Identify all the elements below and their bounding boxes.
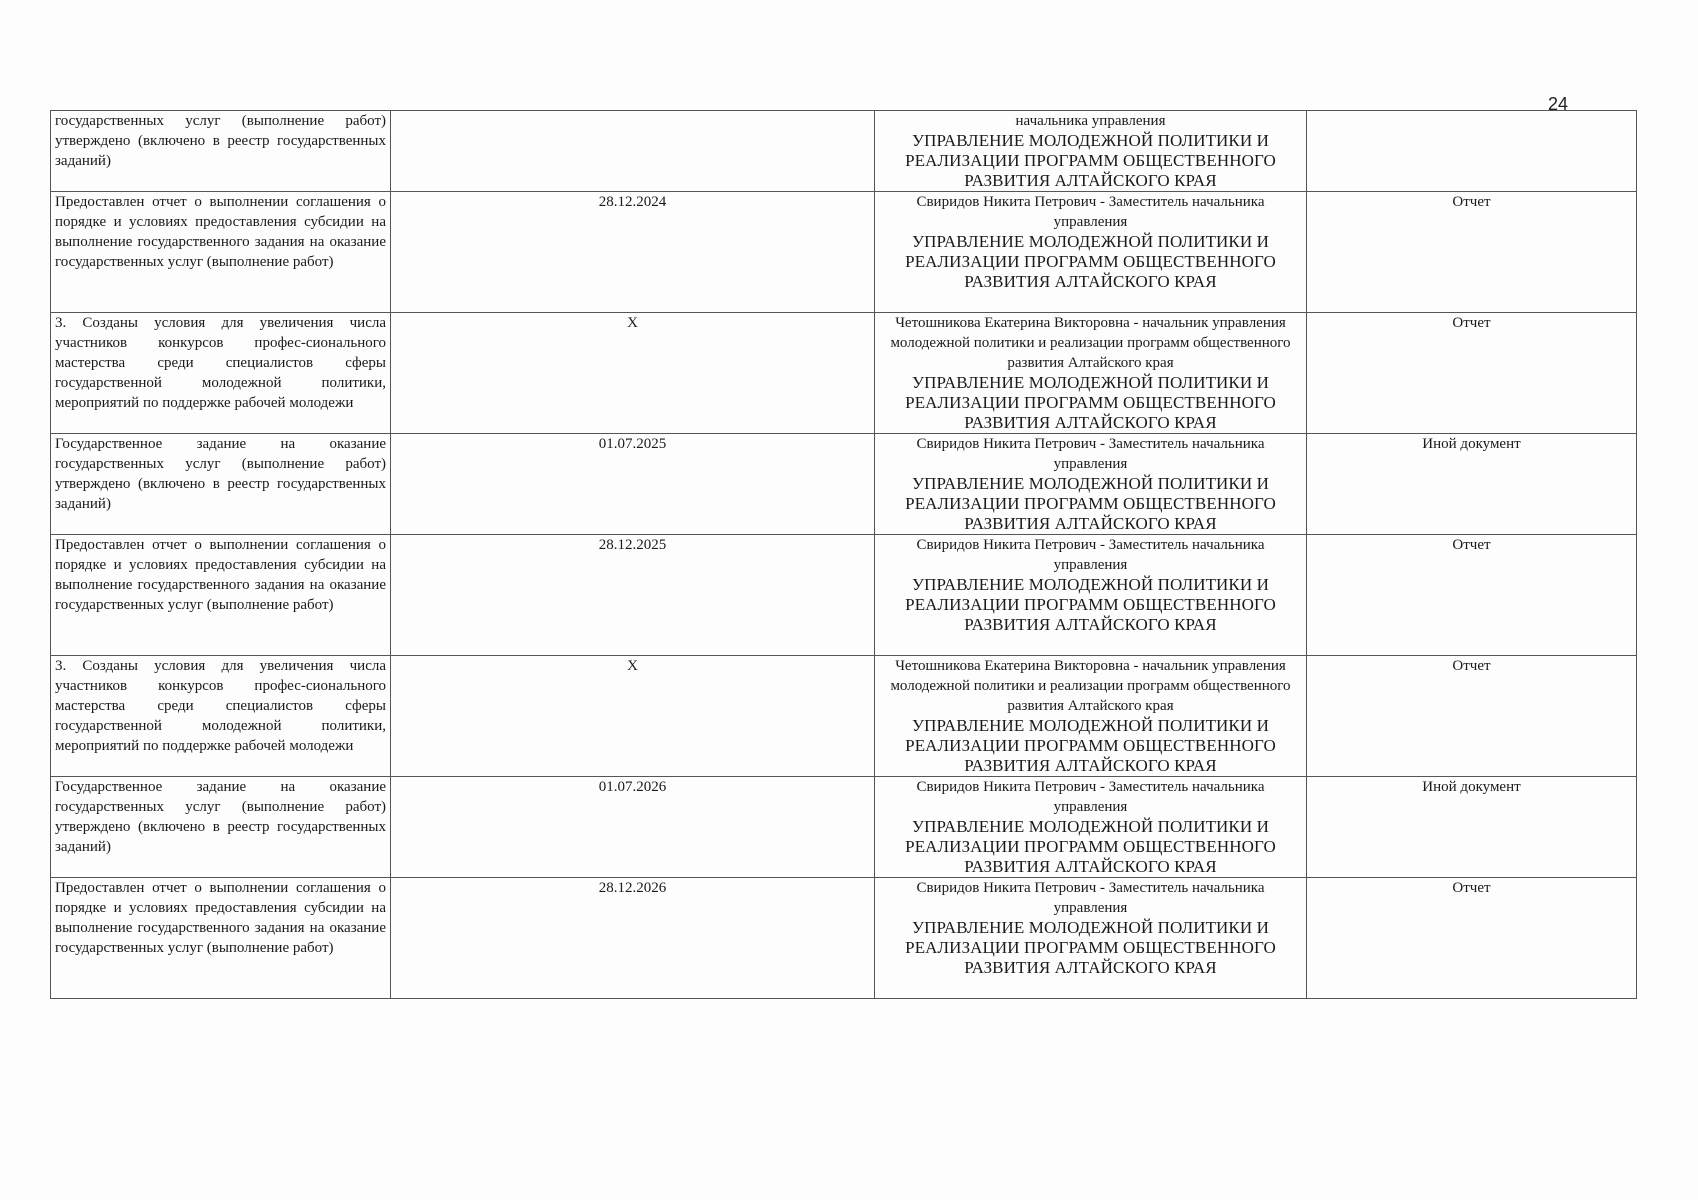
task-cell: Государственное задание на оказание государственных услуг (выполнение работ) утверждено (включено в реестр государственных заданий) [51, 777, 391, 878]
table-row [51, 313, 1637, 434]
responsible-name: Свиридов Никита Петрович - Заместитель начальника управления [916, 537, 1265, 573]
document-cell: Отчет [1307, 313, 1637, 434]
document-cell: Отчет [1307, 656, 1637, 777]
date-cell: 28.12.2026 [391, 878, 875, 999]
date-cell: 28.12.2025 [391, 535, 875, 656]
control-points-table [50, 110, 1637, 999]
table-row [51, 434, 1637, 535]
responsible-cell [875, 777, 1307, 878]
table-row [51, 878, 1637, 999]
responsible-cell [875, 313, 1307, 434]
task-cell: Предоставлен отчет о выполнении соглашения о порядке и условиях предоставления субсидии на выполнение государственного задания на оказание государственных услуг (выполнение работ) [51, 535, 391, 656]
responsible-org: УПРАВЛЕНИЕ МОЛОДЕЖНОЙ ПОЛИТИКИ И РЕАЛИЗАЦИИ ПРОГРАММ ОБЩЕСТВЕННОГО РАЗВИТИЯ АЛТАЙСКОГО КРАЯ [905, 918, 1276, 977]
responsible-org: УПРАВЛЕНИЕ МОЛОДЕЖНОЙ ПОЛИТИКИ И РЕАЛИЗАЦИИ ПРОГРАММ ОБЩЕСТВЕННОГО РАЗВИТИЯ АЛТАЙСКОГО КРАЯ [905, 817, 1276, 876]
responsible-name: Свиридов Никита Петрович - Заместитель начальника управления [916, 779, 1265, 815]
document-cell [1307, 111, 1637, 192]
date-cell: Х [391, 656, 875, 777]
task-cell: Предоставлен отчет о выполнении соглашения о порядке и условиях предоставления субсидии на выполнение государственного задания на оказание государственных услуг (выполнение работ) [51, 878, 391, 999]
date-cell: 28.12.2024 [391, 192, 875, 313]
table-row [51, 777, 1637, 878]
document-cell: Отчет [1307, 535, 1637, 656]
document-cell: Отчет [1307, 192, 1637, 313]
responsible-org: УПРАВЛЕНИЕ МОЛОДЕЖНОЙ ПОЛИТИКИ И РЕАЛИЗАЦИИ ПРОГРАММ ОБЩЕСТВЕННОГО РАЗВИТИЯ АЛТАЙСКОГО КРАЯ [905, 232, 1276, 291]
table-row [51, 111, 1637, 192]
responsible-org: УПРАВЛЕНИЕ МОЛОДЕЖНОЙ ПОЛИТИКИ И РЕАЛИЗАЦИИ ПРОГРАММ ОБЩЕСТВЕННОГО РАЗВИТИЯ АЛТАЙСКОГО КРАЯ [905, 131, 1276, 190]
responsible-cell [875, 192, 1307, 313]
task-cell: государственных услуг (выполнение работ) утверждено (включено в реестр государственных заданий) [51, 111, 391, 192]
table-row [51, 192, 1637, 313]
responsible-cell [875, 434, 1307, 535]
task-cell: 3. Созданы условия для увеличения числа участников конкурсов профес-сионального мастерства среди специалистов сферы государственной молодежной политики, мероприятий по поддержке рабочей молодежи [51, 313, 391, 434]
document-cell: Иной документ [1307, 777, 1637, 878]
date-cell: 01.07.2026 [391, 777, 875, 878]
responsible-name: Свиридов Никита Петрович - Заместитель начальника управления [916, 194, 1265, 230]
table-row [51, 656, 1637, 777]
responsible-name: Свиридов Никита Петрович - Заместитель начальника управления [916, 436, 1265, 472]
task-cell: Предоставлен отчет о выполнении соглашения о порядке и условиях предоставления субсидии на выполнение государственного задания на оказание государственных услуг (выполнение работ) [51, 192, 391, 313]
responsible-org: УПРАВЛЕНИЕ МОЛОДЕЖНОЙ ПОЛИТИКИ И РЕАЛИЗАЦИИ ПРОГРАММ ОБЩЕСТВЕННОГО РАЗВИТИЯ АЛТАЙСКОГО КРАЯ [905, 716, 1276, 775]
responsible-org: УПРАВЛЕНИЕ МОЛОДЕЖНОЙ ПОЛИТИКИ И РЕАЛИЗАЦИИ ПРОГРАММ ОБЩЕСТВЕННОГО РАЗВИТИЯ АЛТАЙСКОГО КРАЯ [905, 474, 1276, 533]
date-cell: 01.07.2025 [391, 434, 875, 535]
responsible-name: Четошникова Екатерина Викторовна - начальник управления молодежной политики и реализации программ общественного развития Алтайского края [890, 658, 1291, 714]
date-cell [391, 111, 875, 192]
responsible-cell [875, 111, 1307, 192]
responsible-cell [875, 535, 1307, 656]
task-cell: 3. Созданы условия для увеличения числа участников конкурсов профес-сионального мастерства среди специалистов сферы государственной молодежной политики, мероприятий по поддержке рабочей молодежи [51, 656, 391, 777]
responsible-org: УПРАВЛЕНИЕ МОЛОДЕЖНОЙ ПОЛИТИКИ И РЕАЛИЗАЦИИ ПРОГРАММ ОБЩЕСТВЕННОГО РАЗВИТИЯ АЛТАЙСКОГО КРАЯ [905, 575, 1276, 634]
responsible-org: УПРАВЛЕНИЕ МОЛОДЕЖНОЙ ПОЛИТИКИ И РЕАЛИЗАЦИИ ПРОГРАММ ОБЩЕСТВЕННОГО РАЗВИТИЯ АЛТАЙСКОГО КРАЯ [905, 373, 1276, 432]
document-cell: Отчет [1307, 878, 1637, 999]
task-cell: Государственное задание на оказание государственных услуг (выполнение работ) утверждено (включено в реестр государственных заданий) [51, 434, 391, 535]
page-number: 24 [1548, 94, 1569, 114]
responsible-cell [875, 656, 1307, 777]
responsible-name: Свиридов Никита Петрович - Заместитель начальника управления [916, 880, 1265, 916]
responsible-name: начальника управления [1015, 113, 1166, 129]
date-cell: Х [391, 313, 875, 434]
responsible-cell [875, 878, 1307, 999]
responsible-name: Четошникова Екатерина Викторовна - начальник управления молодежной политики и реализации программ общественного развития Алтайского края [890, 315, 1291, 371]
table-row [51, 535, 1637, 656]
document-cell: Иной документ [1307, 434, 1637, 535]
